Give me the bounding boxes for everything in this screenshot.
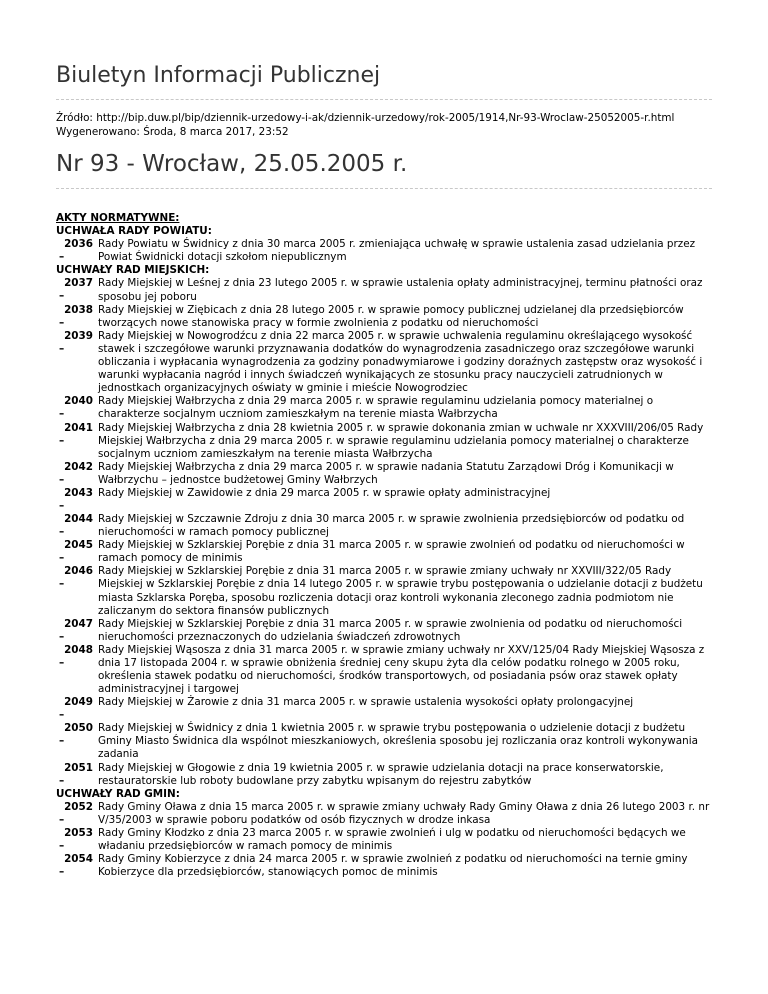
entry-number-value: 2054 — [64, 853, 93, 866]
entry-text[interactable]: Rady Miejskiej Wałbrzycha z dnia 29 marca 2005 r. w sprawie nadania Statutu Zarządowi Dróg i Komunikacji w Wałbrzychu – jednostce budżetowej Gminy Wałbrzych — [98, 460, 674, 486]
entry-number — [56, 539, 98, 565]
entry-dash: – — [59, 709, 65, 722]
main-section-heading: AKTY NORMATYWNE: — [56, 212, 180, 224]
entry-number — [56, 487, 98, 513]
entry-number-value: 2036 — [64, 238, 93, 251]
entry-row — [56, 853, 712, 879]
entry-row — [56, 644, 712, 696]
entry-number — [56, 696, 98, 722]
entry-row — [56, 696, 712, 722]
entry-row — [56, 618, 712, 644]
entry-row — [56, 722, 712, 761]
entry-text[interactable]: Rady Miejskiej w Zawidowie z dnia 29 marca 2005 r. w sprawie opłaty administracyjnej — [98, 486, 551, 499]
entry-text[interactable]: Rady Miejskiej Wałbrzycha z dnia 29 marca 2005 r. w sprawie regulaminu udzielania pomocy materialnej o charakterze socjalnym uczniom zamieszkałym na terenie miasta Wałbrzycha — [98, 395, 654, 421]
divider — [56, 188, 712, 189]
entry-dash: – — [59, 251, 65, 264]
entry-number — [56, 277, 98, 303]
entry-number-value: 2051 — [64, 761, 93, 774]
entry-row — [56, 395, 712, 421]
entry-number — [56, 722, 98, 761]
entry-dash: – — [59, 499, 65, 512]
entry-number — [56, 330, 98, 395]
entry-row — [56, 801, 712, 827]
entry-text[interactable]: Rady Powiatu w Świdnicy z dnia 30 marca 2005 r. zmieniająca uchwałę w sprawie ustalenia zasad udzielania przez Powiat Świdnicki dotacji szkołom niepublicznym — [98, 238, 696, 264]
entry-number — [56, 304, 98, 330]
entry-row — [56, 487, 712, 513]
entry-row — [56, 277, 712, 303]
entry-dash: – — [59, 840, 65, 853]
entry-row — [56, 422, 712, 461]
entry-dash: – — [59, 813, 65, 826]
entry-number-value: 2038 — [64, 303, 93, 316]
entry-number — [56, 461, 98, 487]
entry-row — [56, 762, 712, 788]
entry-dash: – — [59, 774, 65, 787]
entry-dash: – — [59, 473, 65, 486]
entry-text[interactable]: Rady Miejskiej w Świdnicy z dnia 1 kwietnia 2005 r. w sprawie trybu postępowania o udzielenie dotacji z budżetu Gminy Miasto Świdnica dla wspólnot mieszkaniowych, określenia sposobu jej rozliczania oraz kontroli wykonywania zadania — [98, 722, 698, 761]
section-heading: UCHWAŁY RAD GMIN: — [56, 787, 180, 800]
entry-number-value: 2053 — [64, 827, 93, 840]
entry-text[interactable]: Rady Miejskiej w Szczawnie Zdroju z dnia 30 marca 2005 r. w sprawie zwolnienia przedsiębiorców od podatku od nieruchomości w ramach pomocy publicznej — [98, 512, 685, 539]
entry-row — [56, 330, 712, 395]
entry-row — [56, 304, 712, 330]
entry-number — [56, 801, 98, 827]
entry-row — [56, 827, 712, 853]
entry-dash: – — [59, 656, 65, 669]
entry-dash: – — [59, 525, 65, 538]
entry-number-value: 2040 — [64, 395, 93, 408]
divider — [56, 99, 712, 100]
entry-number-value: 2049 — [64, 696, 93, 709]
entry-text[interactable]: Rady Miejskiej w Szklarskiej Porębie z dnia 31 marca 2005 r. w sprawie zwolnień od podatku od nieruchomości w ramach pomocy de minimis — [98, 539, 685, 565]
entry-text[interactable]: Rady Miejskiej w Szklarskiej Porębie z dnia 31 marca 2005 r. w sprawie zwolnienia od podatku od nieruchomości nieruchomości przeznaczonych do udzielania świadczeń zdrowotnych — [98, 617, 683, 643]
entry-text[interactable]: Rady Miejskiej w Głogowie z dnia 19 kwietnia 2005 r. w sprawie udzielania dotacji na prace konserwatorskie, restauratorskie lub roboty budowlane przy zabytku wpisanym do rejestru zabytków — [98, 761, 664, 787]
entry-number-value: 2045 — [64, 539, 93, 552]
entry-row — [56, 539, 712, 565]
entry-text[interactable]: Rady Miejskiej w Żarowie z dnia 31 marca 2005 r. w sprawie ustalenia wysokości opłaty prolongacyjnej — [98, 696, 634, 709]
source-info — [56, 112, 712, 139]
entry-number — [56, 565, 98, 617]
source-url[interactable]: Źródło: http://bip.duw.pl/bip/dziennik-urzedowy-i-ak/dziennik-urzedowy/rok-2005/1914,Nr-93-Wroclaw-25052005-r.html — [56, 112, 675, 124]
entry-text[interactable]: Rady Miejskiej w Nowogrodźcu z dnia 22 marca 2005 r. w sprawie uchwalenia regulaminu określającego wysokość stawek i szczegółowe warunki przyznawania dodatków do wynagrodzenia zasadniczego oraz szczegółowe warunki obliczania i wypłacania wynagrodzenia za godziny ponadwymiarowe i godziny doraźnych zastępstw oraz wysokość i warunki wypłacania nagród i innych świadczeń wynikających ze stosunku pracy nauczycieli zatrudnionych w jednostkach organizacyjnych oświaty w gminie i mieście Nowogrodziec — [98, 329, 703, 395]
entry-number-value: 2042 — [64, 460, 93, 473]
entry-text[interactable]: Rady Miejskiej w Leśnej z dnia 23 lutego 2005 r. w sprawie ustalenia opłaty administracyjnej, terminu płatności oraz sposobu jej poboru — [98, 277, 703, 303]
entry-text[interactable]: Rady Miejskiej Wałbrzycha z dnia 28 kwietnia 2005 r. w sprawie dokonania zmian w uchwale nr XXXVIII/206/05 Rady Miejskiej Wałbrzycha z dnia 29 marca 2005 r. w sprawie regulaminu udzielania pomocy materialnej o charakterze socjalnym uczniom zamieszkałym na terenie miasta Wałbrzycha — [98, 421, 704, 460]
entry-dash: – — [59, 434, 65, 447]
entry-number — [56, 513, 98, 539]
entry-number-value: 2037 — [64, 277, 93, 290]
entry-dash: – — [59, 342, 65, 355]
document-title: Nr 93 - Wrocław, 25.05.2005 r. — [56, 151, 408, 177]
entry-row — [56, 461, 712, 487]
entry-text[interactable]: Rady Miejskiej w Ziębicach z dnia 28 lutego 2005 r. w sprawie pomocy publicznej udzielanej dla przedsiębiorców tworzących nowe stanowiska pracy w formie zwolnienia z podatku od nieruchomości — [98, 303, 684, 329]
generated-date: Wygenerowano: Środa, 8 marca 2017, 23:52 — [56, 125, 289, 138]
entry-dash: – — [59, 630, 65, 643]
entry-text[interactable]: Rady Miejskiej Wąsosza z dnia 31 marca 2005 r. w sprawie zmiany uchwały nr XXV/125/04 Rady Miejskiej Wąsosza z dnia 17 listopada 2004 r. w sprawie obniżenia średniej ceny skupu żyta dla celów podatku rolnego w 2005 roku, określenia stawek podatku od nieruchomości, środków transportowych, od posiadania psów oraz stawek opłaty administracyjnej i targowej — [98, 643, 705, 696]
site-title: Biuletyn Informacji Publicznej — [56, 63, 381, 88]
entry-number-value: 2048 — [64, 643, 93, 656]
section-heading: UCHWAŁA RADY POWIATU: — [56, 225, 212, 238]
entry-number-value: 2043 — [64, 486, 93, 499]
entry-number — [56, 644, 98, 696]
entry-dash: – — [59, 316, 65, 329]
entry-text[interactable]: Rady Gminy Kłodzko z dnia 23 marca 2005 r. w sprawie zwolnień i ulg w podatku od nieruchomości będących we władaniu przedsiębiorców w ramach pomocy de minimis — [98, 827, 686, 853]
entry-row — [56, 238, 712, 264]
entry-row — [56, 565, 712, 617]
entry-number-value: 2046 — [64, 565, 93, 578]
entry-dash: – — [59, 866, 65, 879]
entry-text[interactable]: Rady Gminy Oława z dnia 15 marca 2005 r. w sprawie zmiany uchwały Rady Gminy Oława z dnia 26 lutego 2003 r. nr V/35/2003 w sprawie poboru podatków od osób fizycznych w drodze inkasa — [98, 800, 710, 826]
entry-number — [56, 395, 98, 421]
entry-number-value: 2052 — [64, 800, 93, 813]
entry-number — [56, 827, 98, 853]
entry-number-value: 2039 — [64, 329, 93, 342]
entry-text[interactable]: Rady Miejskiej w Szklarskiej Porębie z dnia 31 marca 2005 r. w sprawie zmiany uchwały nr XXVIII/322/05 Rady Miejskiej w Szklarskiej Porębie z dnia 14 lutego 2005 r. w sprawie trybu postępowania o udzielanie dotacji z budżetu miasta Szklarska Poręba, sposobu rozliczenia dotacji oraz kontroli wykonania zleconego zadnia podmiotom nie zaliczanym do sektora finansów publicznych — [98, 565, 703, 617]
entry-number-value: 2041 — [64, 421, 93, 434]
entry-dash: – — [59, 735, 65, 748]
entry-dash: – — [59, 290, 65, 303]
entry-number — [56, 422, 98, 461]
entry-number — [56, 762, 98, 788]
entry-dash: – — [59, 552, 65, 565]
entry-number-value: 2050 — [64, 722, 93, 735]
entry-text[interactable]: Rady Gminy Kobierzyce z dnia 24 marca 2005 r. w sprawie zwolnień z podatku od nieruchomości na ternie gminy Kobierzyce dla przedsiębiorców, stanowiących pomoc de minimis — [98, 853, 688, 879]
entry-number — [56, 238, 98, 264]
entry-dash: – — [59, 578, 65, 591]
entry-row — [56, 513, 712, 539]
entry-number — [56, 618, 98, 644]
entry-number-value: 2044 — [64, 512, 93, 525]
entry-number — [56, 853, 98, 879]
entry-dash: – — [59, 408, 65, 421]
section-heading: UCHWAŁY RAD MIEJSKICH: — [56, 264, 210, 277]
document-content — [56, 212, 712, 879]
entry-number-value: 2047 — [64, 617, 93, 630]
